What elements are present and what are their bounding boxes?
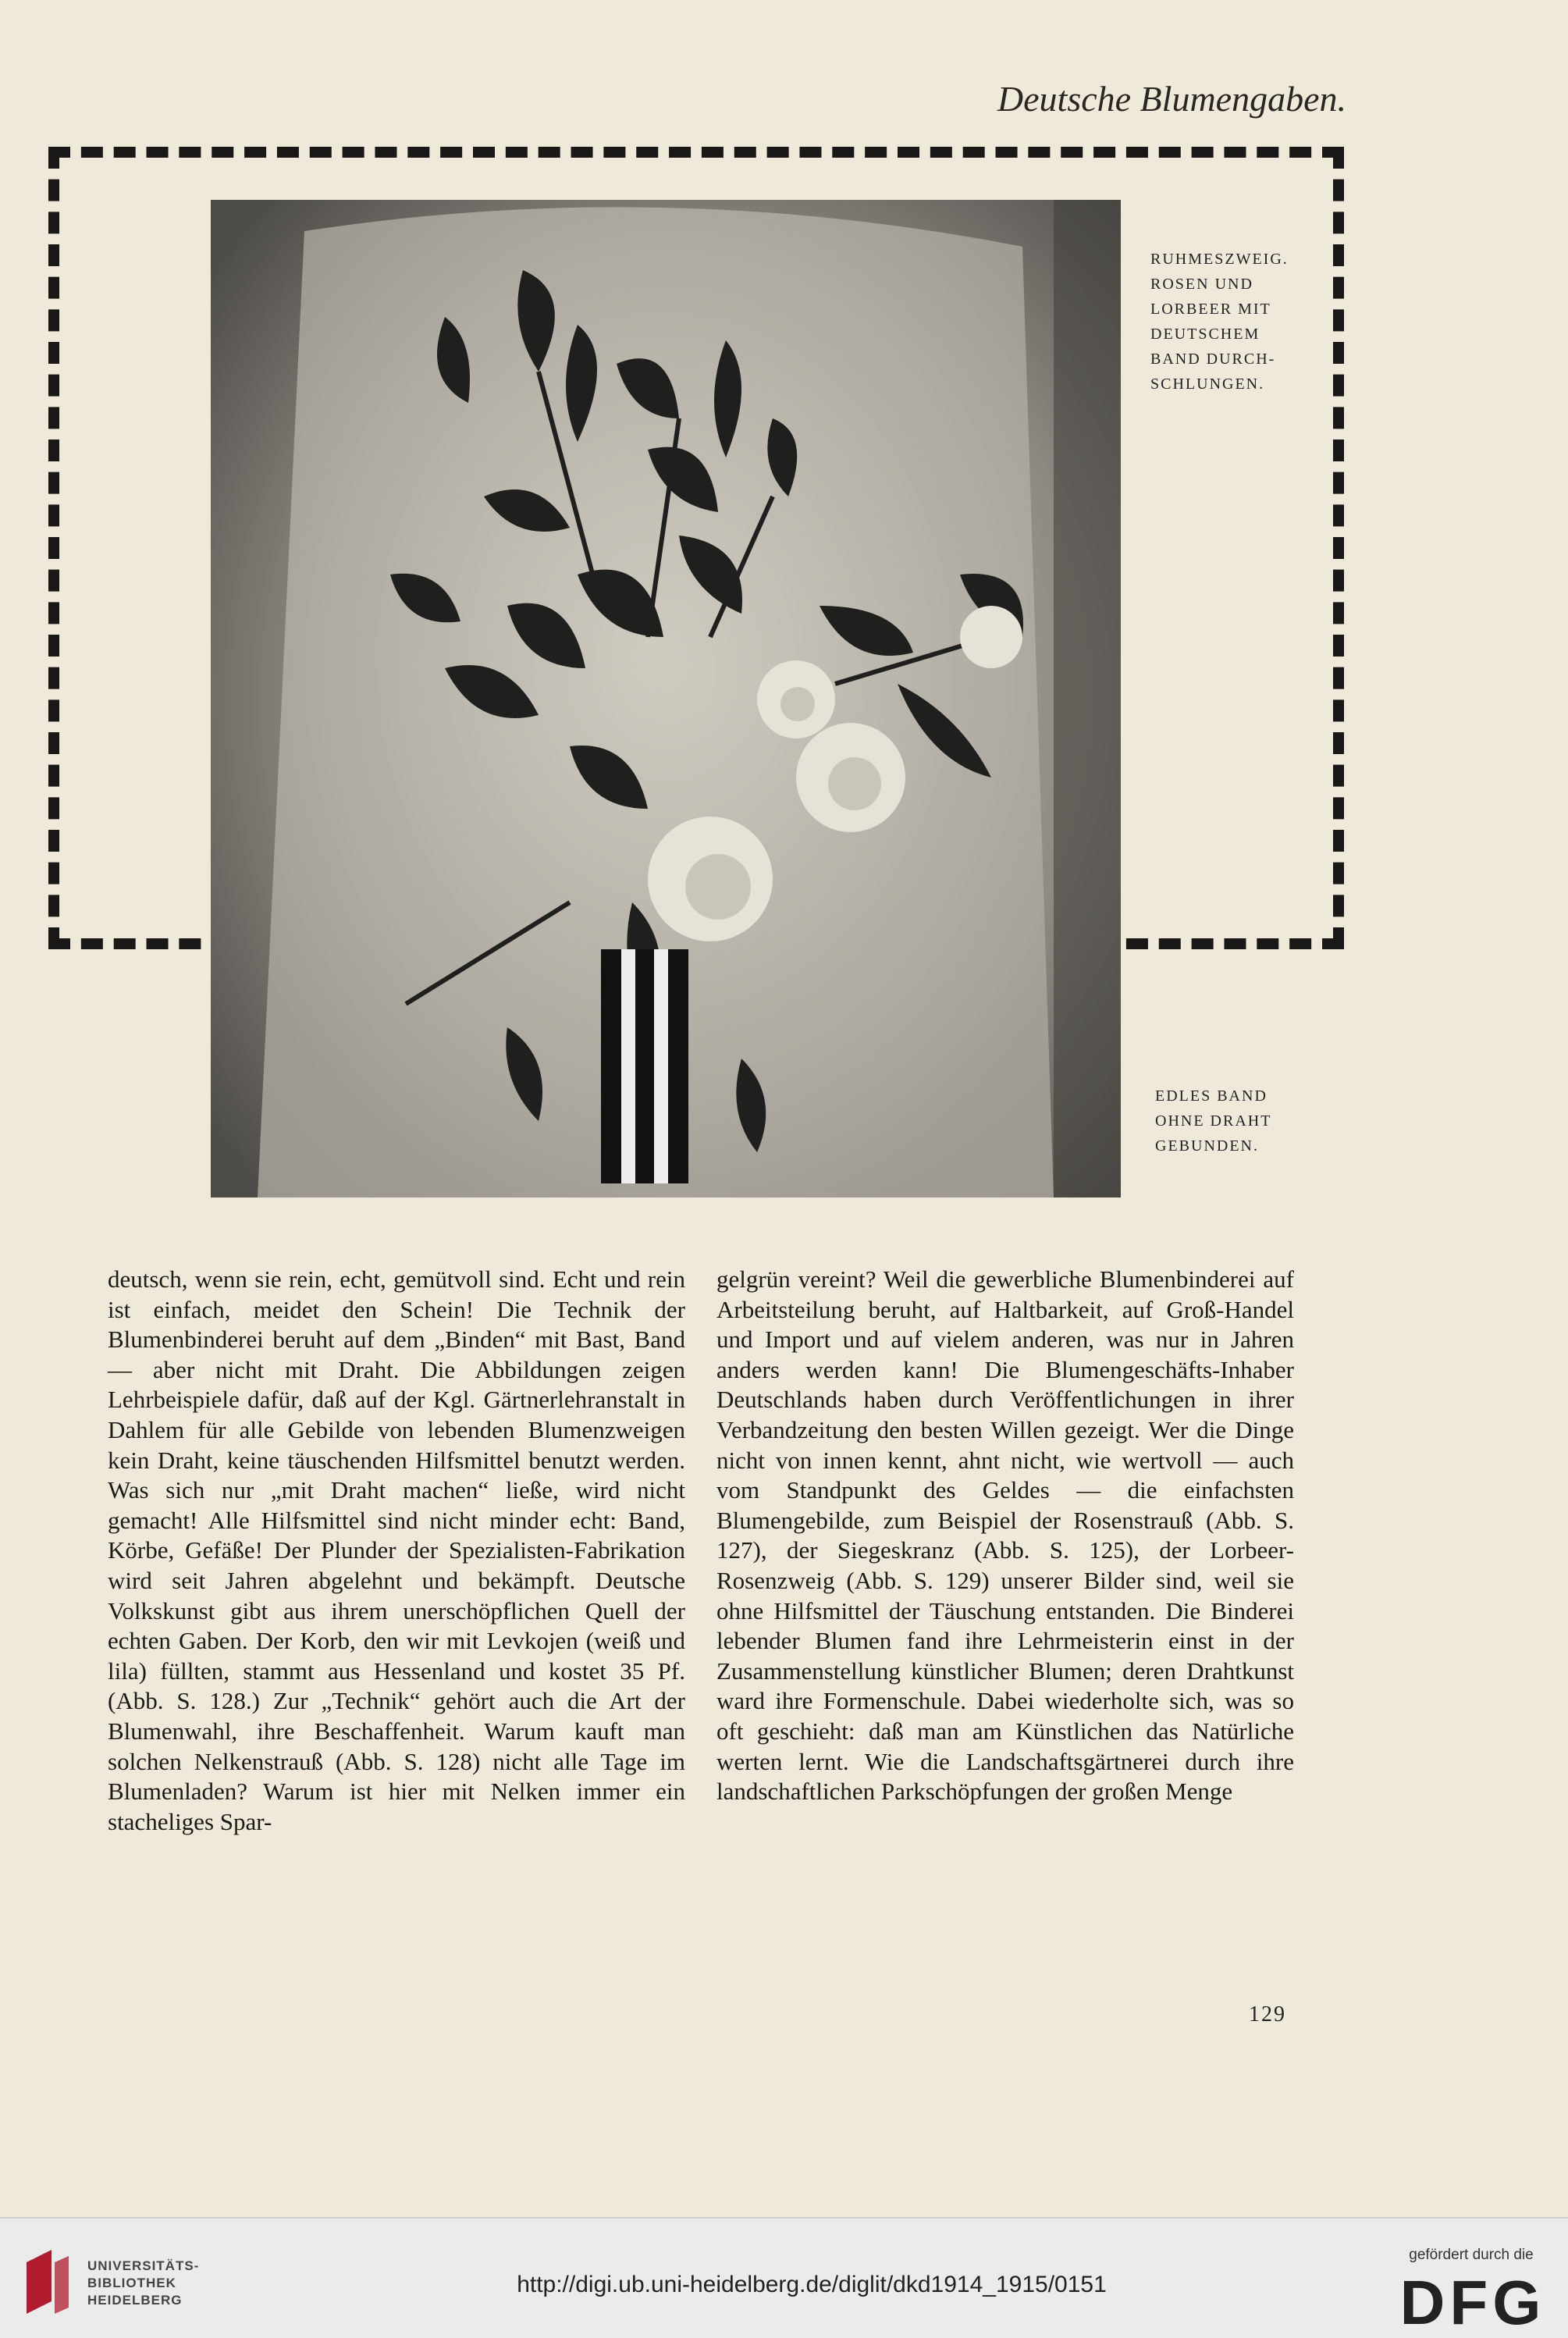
caption-line: RUHMESZWEIG. — [1150, 251, 1289, 268]
caption-line: SCHLUNGEN. — [1150, 375, 1265, 393]
caption-line: OHNE DRAHT — [1155, 1112, 1272, 1130]
figure-caption-top — [1150, 247, 1330, 397]
funded-by-label: gefördert durch die — [1409, 2247, 1534, 2263]
library-name-line: BIBLIOTHEK — [87, 2276, 176, 2290]
running-head: Deutsche Blumengaben. — [997, 79, 1346, 119]
bouquet-photograph — [211, 200, 1121, 1197]
caption-line: LORBEER MIT — [1150, 301, 1271, 318]
caption-line: EDLES BAND — [1155, 1087, 1268, 1105]
bouquet-illustration — [211, 200, 1121, 1197]
caption-line: DEUTSCHEM — [1150, 326, 1260, 343]
page-number: 129 — [1249, 2002, 1286, 2027]
caption-line: ROSEN UND — [1150, 276, 1253, 293]
digitization-footer — [0, 2217, 1568, 2338]
figure-caption-bottom — [1155, 1084, 1335, 1158]
university-library-logo-icon — [20, 2247, 75, 2317]
caption-line: GEBUNDEN. — [1155, 1137, 1259, 1155]
body-column-left — [108, 1265, 685, 1837]
body-column-right — [716, 1265, 1294, 1807]
caption-line: BAND DURCH- — [1150, 351, 1276, 368]
body-paragraph: gelgrün vereint? Weil die gewerbliche Blumenbinderei auf Arbeitsteilung beruht, auf Haltbarkeit, auf Groß-Handel und Import und auf vielem anderen, was nur in Jahren anders werden kann! Die Blumengeschäfts-Inhaber Deutschlands haben durch Veröffentlichungen in ihrer Verbandzeitung den besten Willen gezeigt. Wer die Dinge nicht von innen kennt, ahnt nicht, wie wertvoll — auch vom Standpunkt des Geldes — die einfachsten Blumengebilde, zum Beispiel der Rosenstrauß (Abb. S. 127), der Siegeskranz (Abb. S. 125), der Lorbeer-Rosenzweig (Abb. S. 129) unserer Bilder sind, weil sie ohne Hilfsmittel der Täuschung entstanden. Die Binderei lebender Blumen fand ihre Lehrmeisterin einst in der Zusammenstellung künstlicher Blumen; deren Drahtkunst ward ihre Formenschule. Dabei wiederholte sich, was so oft geschieht: daß man am Künstlichen das Natürliche werten lernt. Wie die Landschaftsgärtnerei durch ihre landschaftlichen Parkschöpfungen der großen Menge — [716, 1265, 1294, 1806]
library-name — [87, 2258, 236, 2309]
permalink-url[interactable]: http://digi.ub.uni-heidelberg.de/diglit/dkd1914_1915/0151 — [517, 2272, 1107, 2297]
dfg-logo: DFG — [1399, 2268, 1546, 2337]
body-paragraph: deutsch, wenn sie rein, echt, gemütvoll sind. Echt und rein ist einfach, meidet den Schein! Die Technik der Blumenbinderei beruht auf dem „Binden“ mit Bast, Band — aber nicht mit Draht. Die Abbildungen zeigen Lehrbeispiele dafür, daß auf der Kgl. Gärtnerlehranstalt in Dahlem für alle Gebilde von lebenden Blumenzweigen kein Draht, keine täuschenden Hilfsmittel benutzt werden. Was sich nur „mit Draht machen“ ließe, wird nicht gemacht! Alle Hilfsmittel sind nicht minder echt: Band, Körbe, Gefäße! Der Plunder der Spezialisten-Fabrikation wird seit Jahren abgelehnt und bekämpft. Deutsche Volkskunst gibt aus ihrem unerschöpflichen Quell der echten Gaben. Der Korb, den wir mit Levkojen (weiß und lila) füllten, stammt aus Hessenland und kostet 35 Pf. (Abb. S. 128.) Zur „Technik“ gehört auch die Art der Blumenwahl, ihre Beschaffenheit. Warum kauft man solchen Nelkenstrauß (Abb. S. 128) nicht alle Tage im Blumenladen? Warum ist hier mit Nelken immer ein stacheliges Spar- — [108, 1265, 685, 1835]
library-name-line: HEIDELBERG — [87, 2293, 183, 2308]
library-name-line: UNIVERSITÄTS- — [87, 2258, 200, 2273]
